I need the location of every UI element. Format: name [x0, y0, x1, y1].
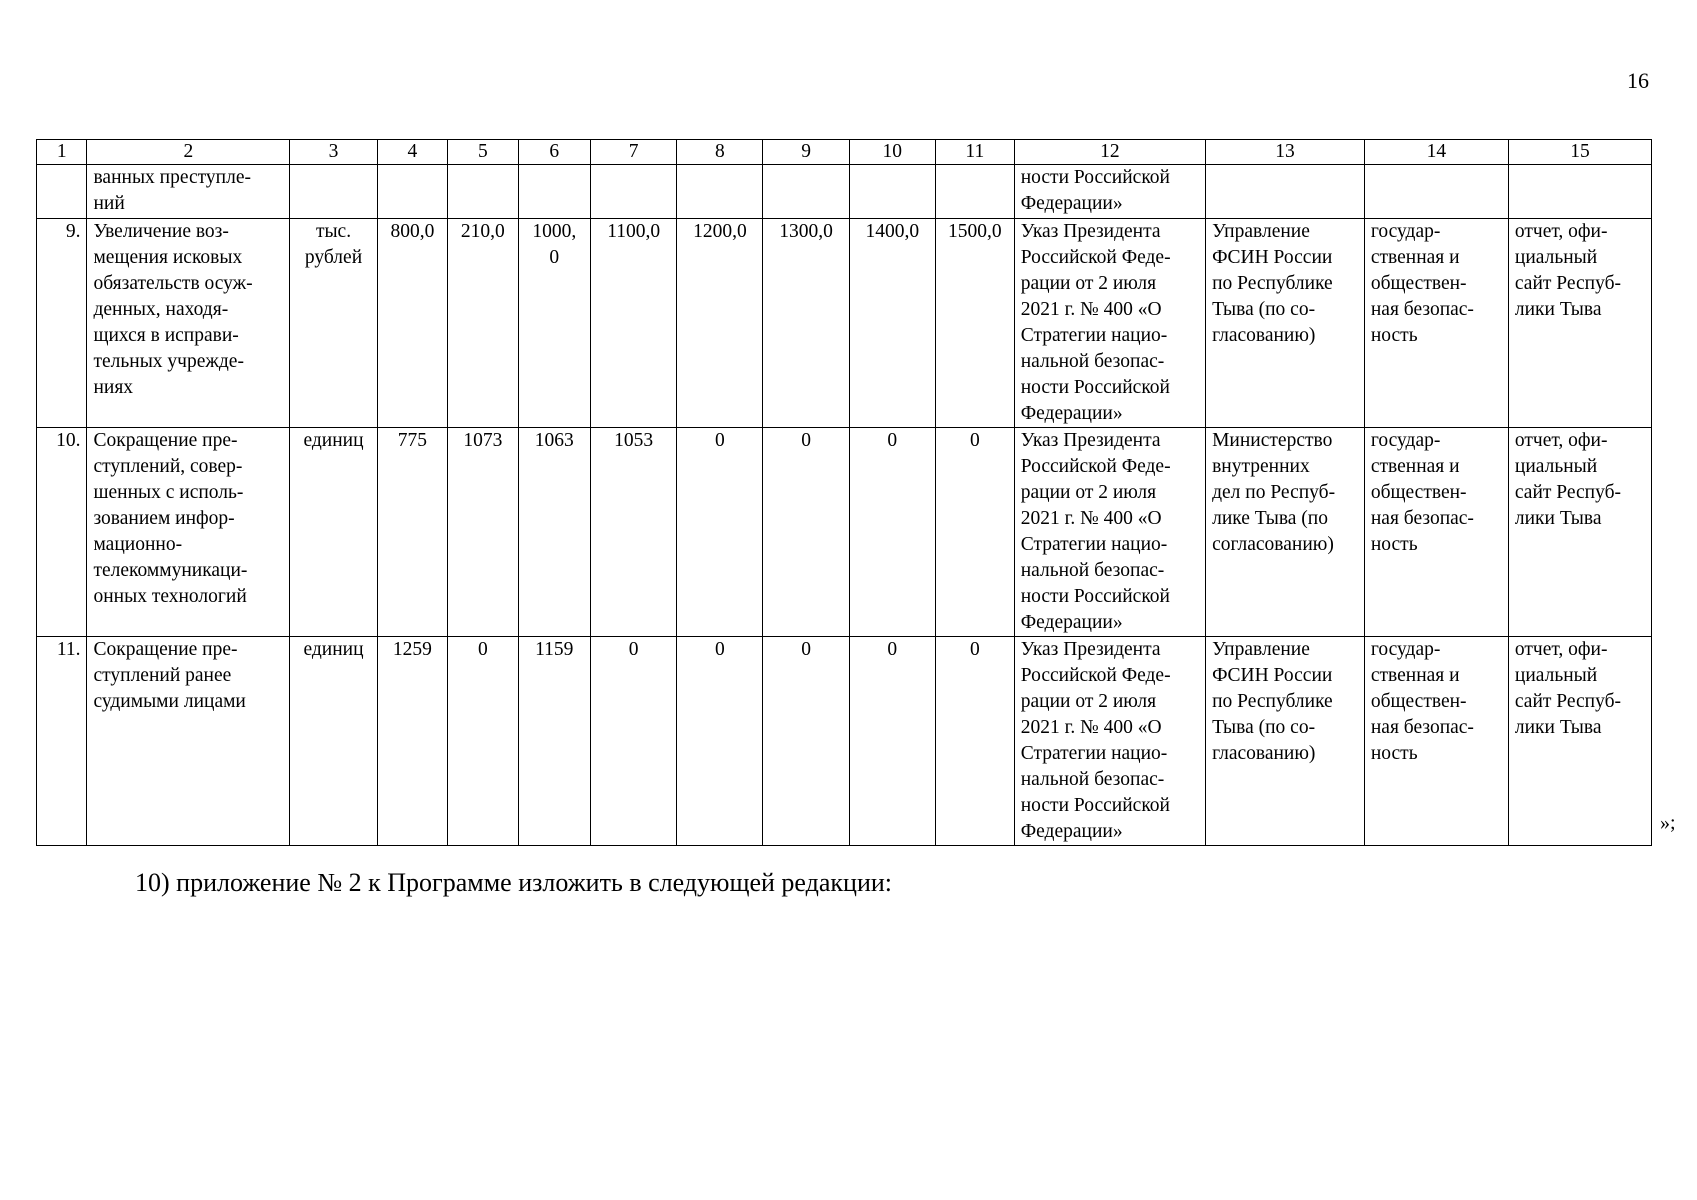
legal-basis: Указ Президента Российской Феде- рации от 2 июля 2021 г. № 400 «О Стратегии нацио- нальной безопас- ности Российской Федерации» — [1014, 637, 1205, 846]
legal-basis: ности Российской Федерации» — [1014, 165, 1205, 219]
page-number: 16 — [1627, 68, 1649, 93]
table-cell — [1364, 165, 1508, 219]
value-cell: 1259 — [377, 637, 447, 846]
value-cell: 0 — [935, 428, 1014, 637]
legal-basis: Указ Президента Российской Феде- рации от 2 июля 2021 г. № 400 «О Стратегии нацио- нальной безопас- ности Российской Федерации» — [1014, 219, 1205, 428]
value-cell: 0 — [677, 637, 763, 846]
table-cell — [518, 165, 591, 219]
value-cell: 800,0 — [377, 219, 447, 428]
value-cell: 0 — [448, 637, 518, 846]
header-cell: 13 — [1206, 140, 1365, 165]
header-cell: 10 — [849, 140, 935, 165]
table-cell — [763, 165, 849, 219]
value-cell: 1500,0 — [935, 219, 1014, 428]
header-cell: 11 — [935, 140, 1014, 165]
value-cell: 0 — [763, 428, 849, 637]
value-cell: 1159 — [518, 637, 591, 846]
header-cell: 8 — [677, 140, 763, 165]
closing-quote: »; — [1660, 812, 1676, 834]
data-source: отчет, офи- циальный сайт Респуб- лики Тыва — [1508, 219, 1651, 428]
direction: государ- ственная и обществен- ная безопас- ность — [1364, 428, 1508, 637]
value-cell: 1400,0 — [849, 219, 935, 428]
value-cell: 0 — [763, 637, 849, 846]
value-cell: 0 — [677, 428, 763, 637]
indicator-name: Сокращение пре- ступлений ранее судимыми лицами — [87, 637, 290, 846]
table-cell — [290, 165, 377, 219]
data-source: отчет, офи- циальный сайт Респуб- лики Тыва — [1508, 428, 1651, 637]
column-number-row — [37, 140, 1652, 165]
row-index: 10. — [37, 428, 87, 637]
value-cell: 1200,0 — [677, 219, 763, 428]
responsible-body: Управление ФСИН России по Республике Тыва (по со- гласованию) — [1206, 219, 1365, 428]
responsible-body: Управление ФСИН России по Республике Тыва (по со- гласованию) — [1206, 637, 1365, 846]
value-cell: 1053 — [591, 428, 677, 637]
value-cell: 1100,0 — [591, 219, 677, 428]
value-cell: 1063 — [518, 428, 591, 637]
table-cell — [935, 165, 1014, 219]
direction: государ- ственная и обществен- ная безопас- ность — [1364, 219, 1508, 428]
value-cell: 210,0 — [448, 219, 518, 428]
unit: тыс. рублей — [290, 219, 377, 428]
table-row — [37, 219, 1652, 428]
legal-basis: Указ Президента Российской Феде- рации от 2 июля 2021 г. № 400 «О Стратегии нацио- нальной безопас- ности Российской Федерации» — [1014, 428, 1205, 637]
unit: единиц — [290, 428, 377, 637]
header-cell: 2 — [87, 140, 290, 165]
unit: единиц — [290, 637, 377, 846]
table-row — [37, 637, 1652, 846]
continuation-row — [37, 165, 1652, 219]
table-cell — [37, 165, 87, 219]
header-cell: 12 — [1014, 140, 1205, 165]
header-cell: 1 — [37, 140, 87, 165]
table-row — [37, 428, 1652, 637]
header-cell: 3 — [290, 140, 377, 165]
indicator-name: ванных преступле- ний — [87, 165, 290, 219]
value-cell: 1300,0 — [763, 219, 849, 428]
value-cell: 775 — [377, 428, 447, 637]
data-source: отчет, офи- циальный сайт Респуб- лики Тыва — [1508, 637, 1651, 846]
header-cell: 6 — [518, 140, 591, 165]
indicator-name: Увеличение воз- мещения исковых обязательств осуж- денных, находя- щихся в исправи- тельных учрежде- ниях — [87, 219, 290, 428]
header-cell: 7 — [591, 140, 677, 165]
table-cell — [1206, 165, 1365, 219]
header-cell: 15 — [1508, 140, 1651, 165]
value-cell: 1073 — [448, 428, 518, 637]
value-cell: 0 — [591, 637, 677, 846]
direction: государ- ственная и обществен- ная безопас- ность — [1364, 637, 1508, 846]
value-cell: 0 — [849, 637, 935, 846]
value-cell: 1000, 0 — [518, 219, 591, 428]
indicator-name: Сокращение пре- ступлений, совер- шенных с исполь- зованием инфор- мационно- телекоммуникаци- онных технологий — [87, 428, 290, 637]
table-cell — [591, 165, 677, 219]
row-index: 9. — [37, 219, 87, 428]
table-cell — [377, 165, 447, 219]
responsible-body: Министерство внутренних дел по Респуб- лике Тыва (по согласованию) — [1206, 428, 1365, 637]
amendment-instruction: 10) приложение № 2 к Программе изложить в следующей редакции: — [135, 868, 892, 897]
header-cell: 9 — [763, 140, 849, 165]
indicators-table — [36, 139, 1652, 846]
table-cell — [677, 165, 763, 219]
value-cell: 0 — [849, 428, 935, 637]
value-cell: 0 — [935, 637, 1014, 846]
header-cell: 4 — [377, 140, 447, 165]
row-index: 11. — [37, 637, 87, 846]
table-cell — [849, 165, 935, 219]
table-cell — [448, 165, 518, 219]
header-cell: 14 — [1364, 140, 1508, 165]
header-cell: 5 — [448, 140, 518, 165]
table-cell — [1508, 165, 1651, 219]
